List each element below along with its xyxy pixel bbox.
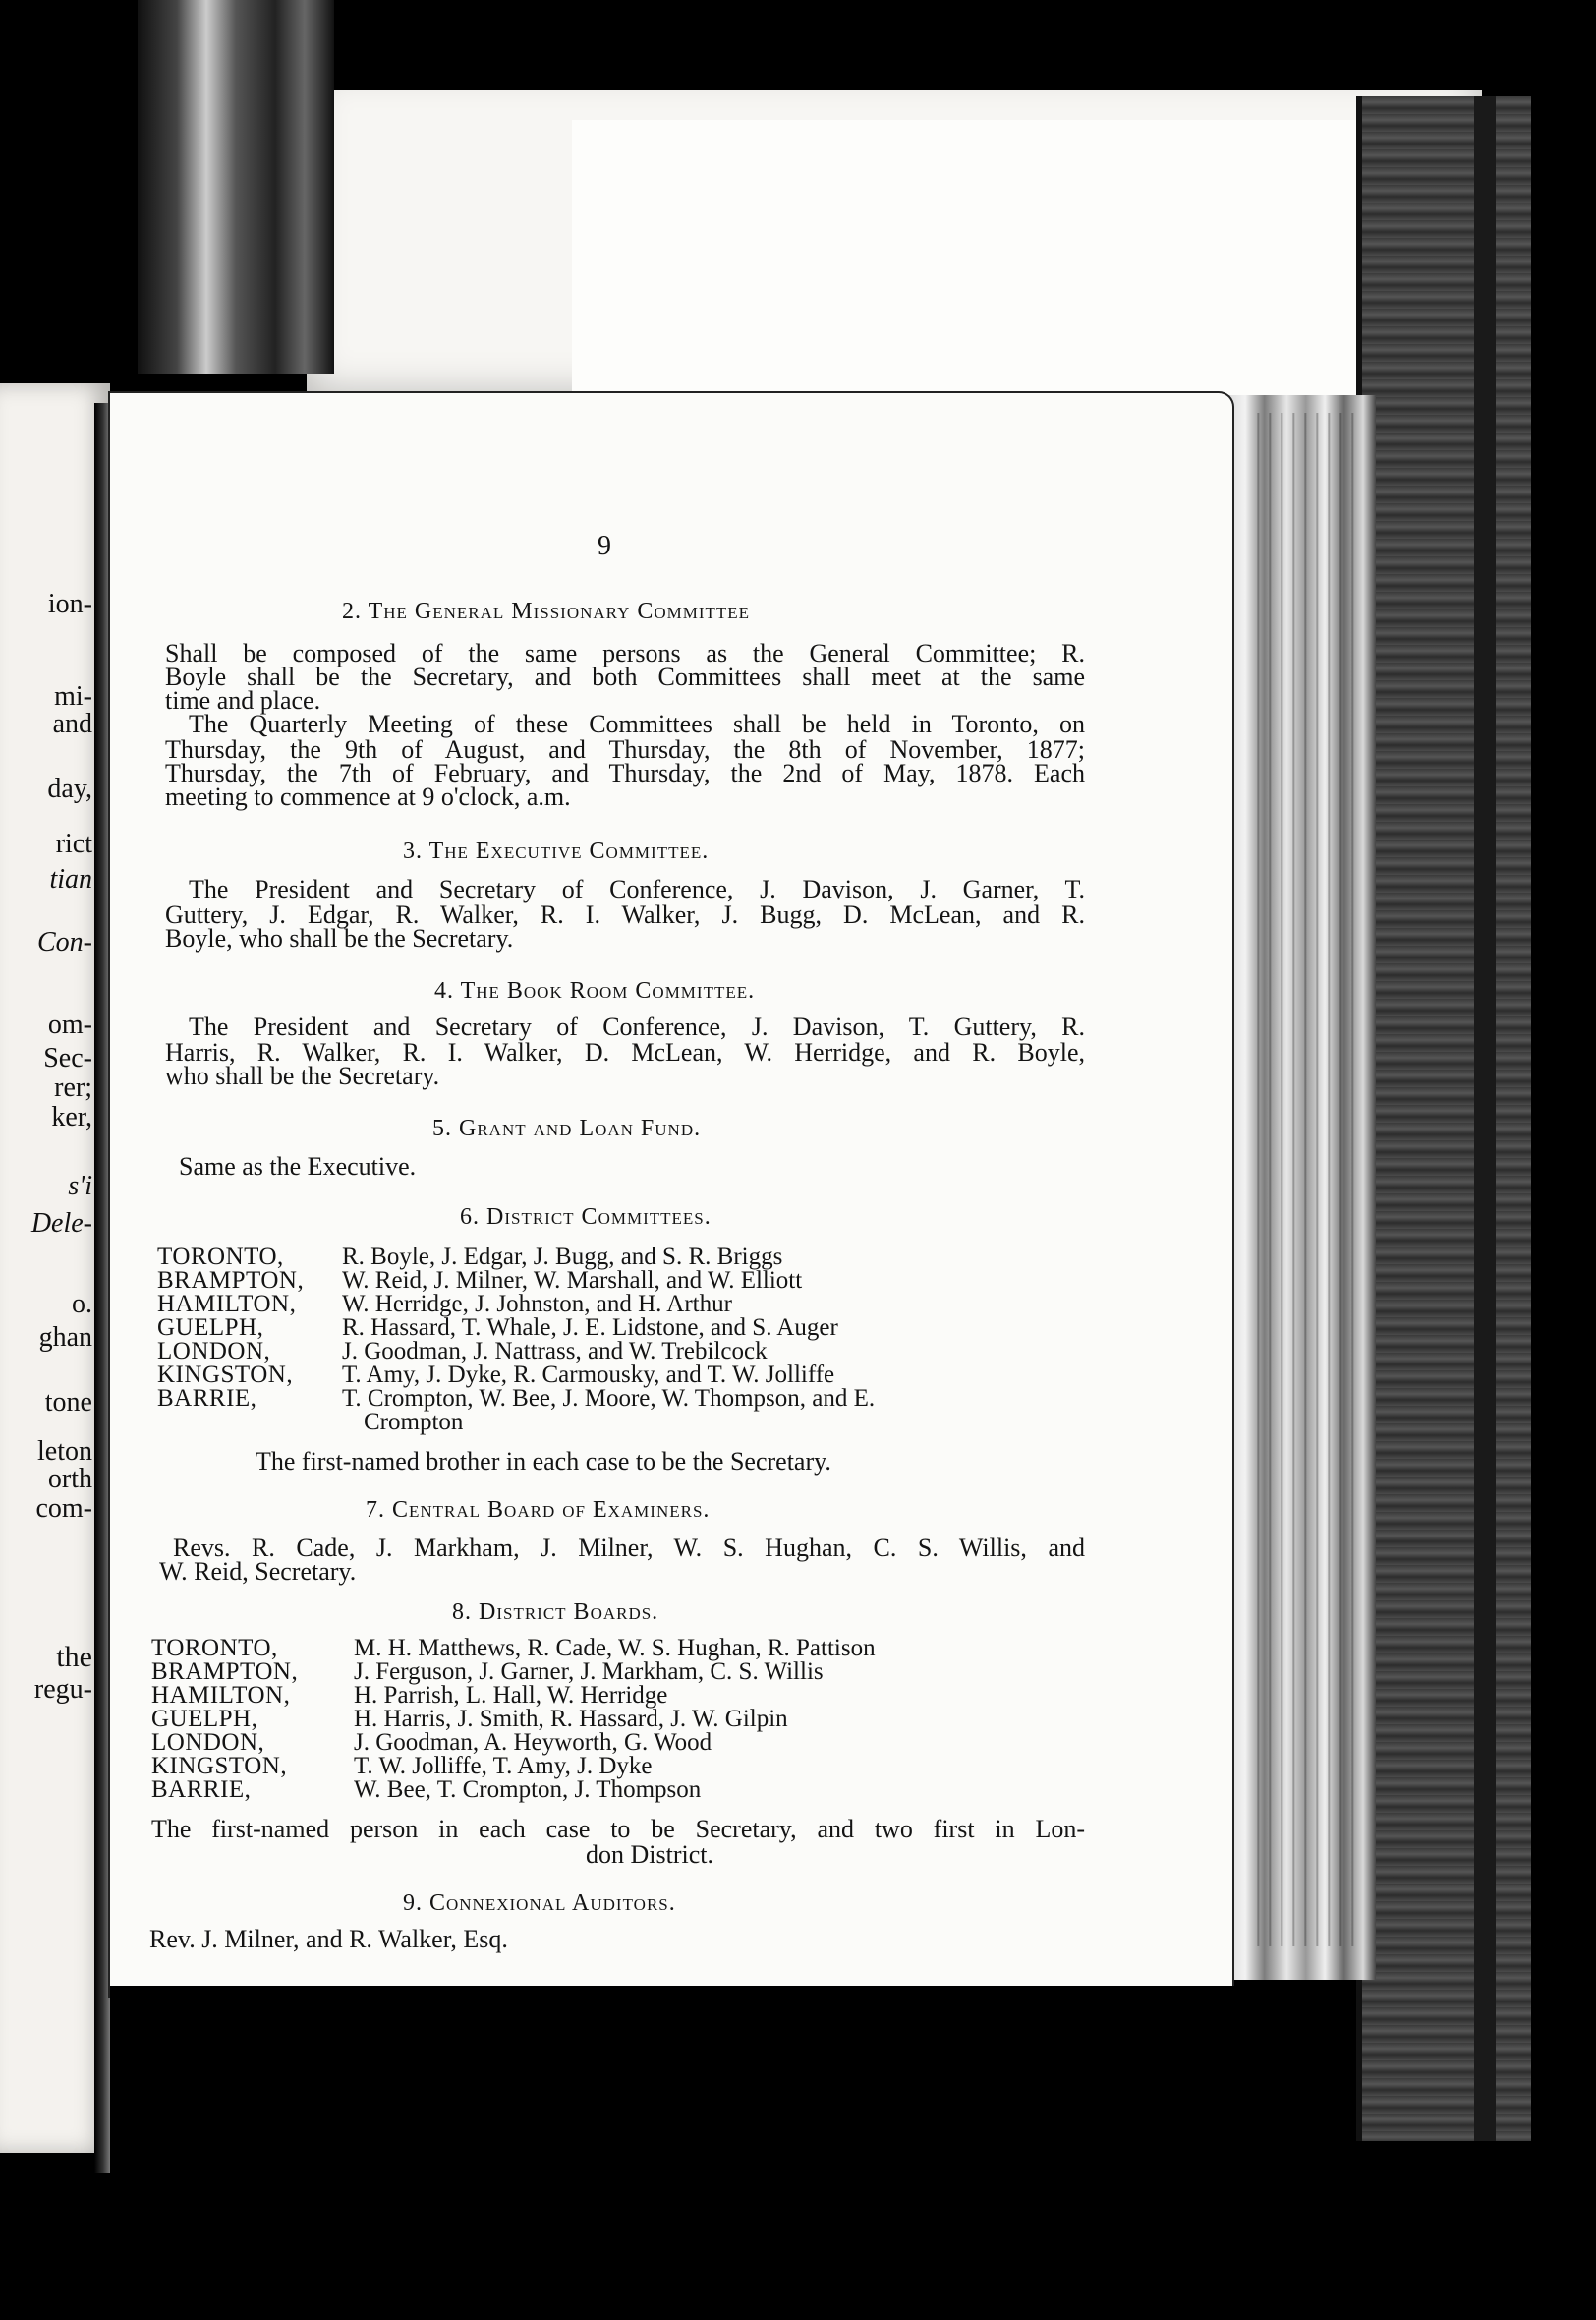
district-name: KINGSTON,: [151, 1753, 288, 1779]
district-name: TORONTO,: [151, 1635, 278, 1661]
district-members: R. Boyle, J. Edgar, J. Bugg, and S. R. Briggs: [342, 1244, 783, 1270]
left-fragment: Con-: [37, 927, 92, 957]
district-name: TORONTO,: [157, 1244, 284, 1270]
left-fragment: ghan: [38, 1322, 92, 1353]
left-fragment: tian: [49, 864, 92, 895]
left-fragment: leton: [37, 1436, 92, 1467]
body-line: Boyle, who shall be the Secretary.: [165, 924, 514, 953]
district-name: LONDON,: [157, 1338, 271, 1364]
upper-loose-sheet: [307, 90, 1482, 427]
body-line: Guttery, J. Edgar, R. Walker, R. I. Walker, J. Bugg, D. McLean, and R.: [165, 900, 1085, 929]
section-note: don District.: [586, 1840, 713, 1869]
district-members-continuation: Crompton: [364, 1409, 464, 1435]
section-heading-executive: 3. The Executive Committee.: [403, 839, 710, 864]
district-name: GUELPH,: [151, 1706, 258, 1732]
body-line: The President and Secretary of Conference, J. Davison, T. Guttery, R.: [189, 1013, 1085, 1041]
left-fragment: the: [56, 1641, 92, 1673]
section-heading-district-committees: 6. District Committees.: [460, 1204, 712, 1230]
district-members: H. Parrish, L. Hall, W. Herridge: [354, 1682, 668, 1709]
district-members: W. Reid, J. Milner, W. Marshall, and W. Elliott: [342, 1267, 803, 1294]
left-fragment: regu-: [33, 1674, 92, 1705]
body-line: who shall be the Secretary.: [165, 1062, 440, 1090]
left-fragment: Sec-: [43, 1043, 92, 1073]
district-name: BARRIE,: [157, 1385, 257, 1412]
binding-clip: [138, 0, 334, 374]
left-fragment: rer;: [54, 1073, 92, 1103]
left-fragment: com-: [35, 1493, 92, 1524]
district-members: W. Herridge, J. Johnston, and H. Arthur: [342, 1291, 732, 1317]
district-members: J. Goodman, A. Heyworth, G. Wood: [354, 1729, 712, 1756]
body-line: The Quarterly Meeting of these Committees shall be held in Toronto, on: [189, 710, 1085, 738]
section-heading-district-boards: 8. District Boards.: [452, 1599, 659, 1625]
district-members: T. Crompton, W. Bee, J. Moore, W. Thompson, and E.: [342, 1385, 876, 1412]
book-cover-right: [1356, 96, 1531, 2141]
left-fragment: and: [52, 709, 92, 739]
body-line: The President and Secretary of Conference, J. Davison, J. Garner, T.: [189, 875, 1085, 903]
printed-page: [110, 393, 1232, 1996]
district-members: W. Bee, T. Crompton, J. Thompson: [354, 1776, 702, 1803]
district-members: T. Amy, J. Dyke, R. Carmousky, and T. W. Jolliffe: [342, 1362, 835, 1388]
left-fragment: Dele-: [30, 1208, 92, 1239]
district-members: T. W. Jolliffe, T. Amy, J. Dyke: [354, 1753, 653, 1779]
section-heading-connexional-auditors: 9. Connexional Auditors.: [403, 1890, 676, 1916]
district-name: BRAMPTON,: [151, 1658, 299, 1685]
left-fragment: o.: [72, 1289, 92, 1319]
body-line: Shall be composed of the same persons as the General Committee; R.: [165, 639, 1085, 667]
left-fragment: day,: [47, 774, 92, 804]
left-fragment: tone: [44, 1387, 92, 1418]
body-line: Thursday, the 7th of February, and Thursday, the 2nd of May, 1878. Each: [165, 759, 1085, 787]
body-line: Same as the Executive.: [179, 1152, 417, 1181]
district-name: LONDON,: [151, 1729, 265, 1756]
body-line: Harris, R. Walker, R. I. Walker, D. McLean, W. Herridge, and R. Boyle,: [165, 1038, 1085, 1067]
section-heading-grant-loan: 5. Grant and Loan Fund.: [432, 1116, 702, 1141]
body-line: Rev. J. Milner, and R. Walker, Esq.: [149, 1925, 508, 1953]
section-note: The first-named person in each case to be Secretary, and two first in Lon-: [151, 1815, 1085, 1843]
district-name: KINGSTON,: [157, 1362, 294, 1388]
left-fragment: om-: [47, 1010, 92, 1040]
left-fragment: ker,: [51, 1102, 92, 1132]
district-name: GUELPH,: [157, 1314, 264, 1341]
left-fragment: rict: [55, 829, 92, 859]
body-line: Thursday, the 9th of August, and Thursday, the 8th of November, 1877;: [165, 735, 1085, 764]
district-name: HAMILTON,: [157, 1291, 297, 1317]
district-members: J. Goodman, J. Nattrass, and W. Trebilcock: [342, 1338, 768, 1364]
left-fragment: orth: [47, 1464, 92, 1494]
page-edges-lines: [1248, 413, 1356, 1946]
district-name: HAMILTON,: [151, 1682, 291, 1709]
district-members: R. Hassard, T. Whale, J. E. Lidstone, and S. Auger: [342, 1314, 838, 1341]
book-cover-edge: [1474, 96, 1496, 2141]
left-fragment: mi-: [54, 681, 92, 712]
district-members: H. Harris, J. Smith, R. Hassard, J. W. Gilpin: [354, 1706, 788, 1732]
district-name: BRAMPTON,: [157, 1267, 305, 1294]
section-heading-general-missionary: 2. The General Missionary Committee: [342, 599, 751, 624]
dark-background-bottom: [110, 1986, 1240, 2182]
section-heading-central-board: 7. Central Board of Examiners.: [366, 1497, 711, 1523]
district-members: M. H. Matthews, R. Cade, W. S. Hughan, R. Pattison: [354, 1635, 876, 1661]
page-number: 9: [598, 531, 611, 561]
body-line: Boyle shall be the Secretary, and both Committees shall meet at the same: [165, 663, 1085, 691]
body-line: W. Reid, Secretary.: [159, 1557, 357, 1586]
section-note: The first-named brother in each case to be the Secretary.: [256, 1447, 831, 1476]
left-fragment: ion-: [47, 589, 92, 619]
left-fragment: s'i: [68, 1171, 92, 1201]
body-line: meeting to commence at 9 o'clock, a.m.: [165, 783, 571, 811]
upper-sheet-face: [572, 120, 1437, 415]
body-line: time and place.: [165, 686, 321, 715]
section-heading-book-room: 4. The Book Room Committee.: [434, 978, 756, 1004]
body-line: Revs. R. Cade, J. Markham, J. Milner, W. S. Hughan, C. S. Willis, and: [173, 1534, 1085, 1562]
district-members: J. Ferguson, J. Garner, J. Markham, C. S. Willis: [354, 1658, 824, 1685]
district-name: BARRIE,: [151, 1776, 252, 1803]
